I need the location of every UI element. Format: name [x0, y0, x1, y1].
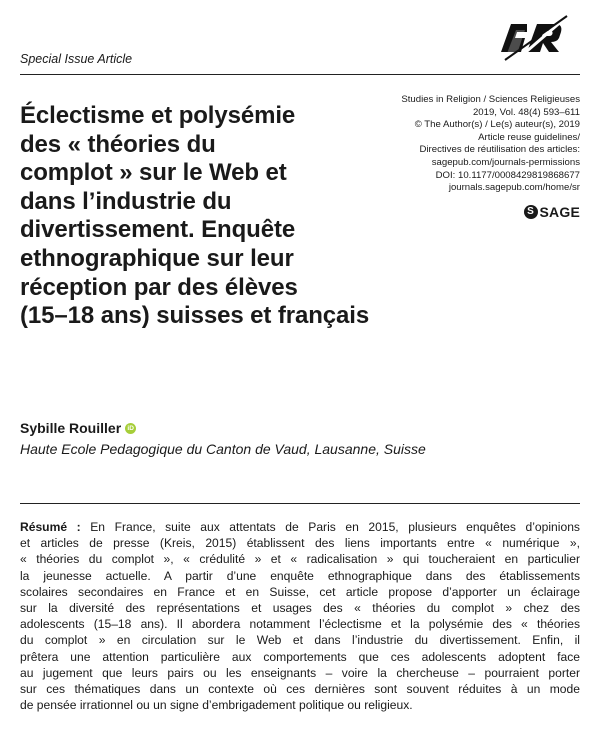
author-affiliation: Haute Ecole Pedagogique du Canton de Vaud, Lausanne, Suisse — [20, 441, 426, 457]
abstract-line: de pensée irrationnel ou un signe d’embrigadement politique ou religieux. — [20, 698, 413, 713]
title-line: ethnographique sur leur — [20, 244, 294, 272]
title-line: dans l’industrie du — [20, 187, 232, 215]
abstract-line: et articles de presse (Kreis, 2015) établissent des liens importants entre « numérique », — [20, 536, 580, 551]
abstract-label: Résumé : — [20, 520, 81, 534]
abstract-line: au jugement que leurs pairs ou les enseignants – voire la chercheuse – pourraient porter — [20, 665, 580, 680]
publisher-name: SAGE — [539, 204, 580, 220]
header-divider — [20, 74, 580, 75]
orcid-icon[interactable]: iD — [125, 423, 136, 434]
title-line: Éclectisme et polysémie — [20, 102, 296, 129]
abstract-line — [20, 519, 580, 535]
journal-logo-icon — [497, 12, 571, 66]
author-name: Sybille Rouiller — [20, 420, 122, 436]
author-line — [20, 420, 136, 436]
title-line: réception par des élèves — [20, 273, 298, 301]
abstract-line: scolaires secondaires en France et en Suisse, cet article propose d’apporter un éclairage — [20, 584, 580, 599]
publisher-logo — [524, 204, 580, 220]
sage-mark-icon: S — [524, 205, 538, 219]
abstract-line: sur la diversité des représentations et usages des « théories du complot » chez des — [20, 601, 580, 616]
abstract-line: « théories du complot », « crédulité » et « radicalisation » qui toucheraient en particulier — [20, 552, 580, 567]
title-line: complot » sur le Web et — [20, 159, 287, 187]
reuse-guidelines-label: Article reuse guidelines/ — [478, 131, 580, 143]
journal-metadata — [320, 94, 580, 195]
abstract-line: sur ces thématiques dans un contexte où ces dernières sont souvent réduites à un mode — [20, 682, 580, 697]
abstract-text: En France, suite aux attentats de Paris en 2015, plusieurs enquêtes d’opinions — [90, 520, 580, 534]
copyright-notice: © The Author(s) / Le(s) auteur(s), 2019 — [414, 119, 580, 131]
abstract-divider — [20, 503, 580, 504]
article-type-label: Special Issue Article — [20, 52, 133, 66]
title-line: divertissement. Enquête — [20, 216, 296, 244]
permissions-link[interactable]: sagepub.com/journals-permissions — [431, 156, 580, 168]
abstract — [20, 519, 580, 713]
abstract-line: du complot » en circulation sur le Web et dans l’industrie du divertissement. Enfin, il — [20, 633, 580, 648]
journal-homepage-link[interactable]: journals.sagepub.com/home/sr — [448, 182, 580, 194]
title-line: des « théories du — [20, 130, 216, 158]
journal-name: Studies in Religion / Sciences Religieuses — [401, 94, 580, 105]
abstract-line: adolescents (15–18 ans). Il abordera notamment l’éclectisme et la polysémie des « théories — [20, 617, 580, 632]
journal-volume: 2019, Vol. 48(4) 593–611 — [472, 106, 580, 118]
doi-link[interactable]: DOI: 10.1177/0008429819868677 — [435, 169, 580, 181]
abstract-line: la jeunesse actuelle. A partir d’une enquête ethnographique dans des établissements — [20, 568, 580, 583]
title-line: (15–18 ans) suisses et français — [20, 302, 370, 330]
abstract-line: prêtera une attention particulière aux comportements que ces adolescents adoptent face — [20, 649, 580, 664]
reuse-guidelines-label-fr: Directives de réutilisation des articles: — [419, 144, 580, 156]
